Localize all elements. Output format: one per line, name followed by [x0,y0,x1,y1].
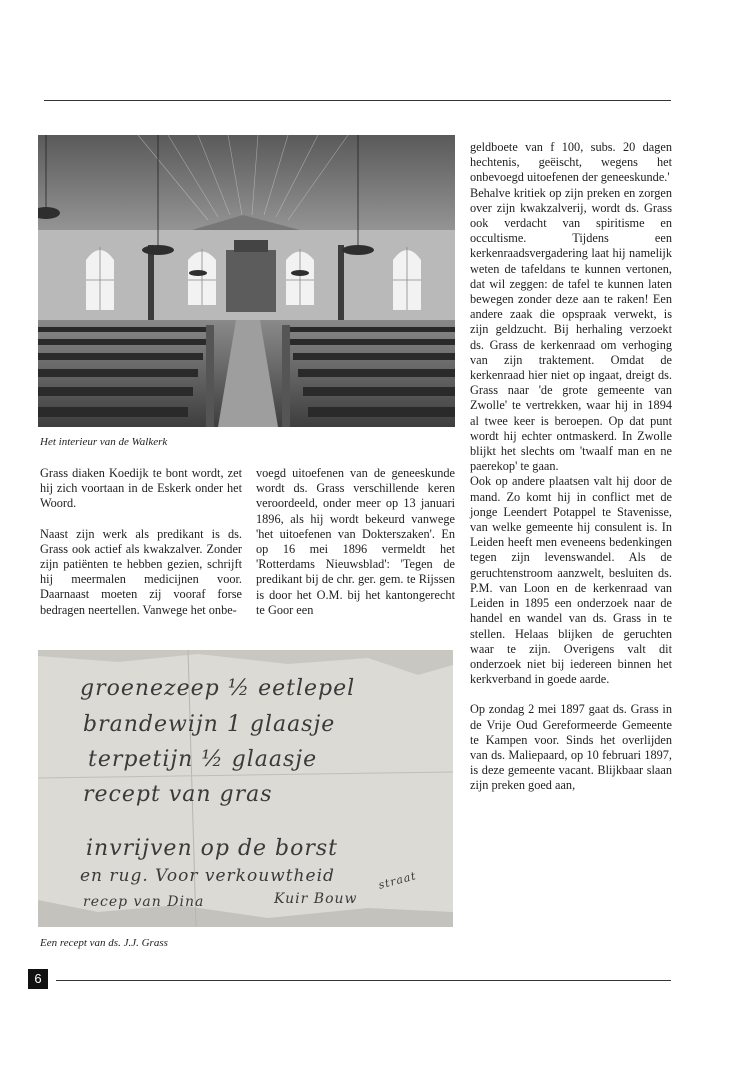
recipe-line: terpetijn ½ glaasje [88,747,318,772]
recipe-line: groenezeep ½ eetlepel [80,676,356,701]
paragraph: voegd uitoefenen van de geneeskunde wordt ds. Grass verschillende keren veroordeeld, onder meer op 13 januari 1896, als hij wordt bekeurd vanwege 'het uitoefenen van Dokterszaken'. En op 16 mei 1896 vermeldt het 'Rotterdams Nieuwsblad': 'Tegen de predikant bij de chr. ger. gem. te Rijssen is door het O.M. bij het kantongerecht te Goor een [256,466,455,617]
paragraph: Op zondag 2 mei 1897 gaat ds. Grass in de Vrije Oud Gereformeerde Gemeente te Kampen voor. Sinds het overlijden van ds. Maliepaard, op 10 februari 1897, is deze gemeente vacant. Blijkbaar slaan zijn preken goed aan, [470,702,672,793]
recipe-line: recep van Dina [83,894,205,910]
paragraph: Behalve kritiek op zijn preken en zorgen over zijn kwakzalverij, wordt ds. Grass ook verdacht van spiritisme en occultisme. Tijdens een kerkenraadsvergadering laat hij namelijk weten de tafeldans te kunnen vertonen, dat wil zeggen: de tafel te kunnen laten bewegen zonder deze aan te raken! Een andere zaak die opspraak verwekt, is zijn geldzucht. Bij herhaling verzoekt ds. Grass de kerkenraad om verhoging van zijn traktement. Omdat de kerkenraad hier niet op ingaat, dreigt ds. Grass naar 'de grote gemeente van Zwolle' te vertrekken, waar hij in 1894 al twee keer is beroepen. Op dat punt wordt hij echter ontmaskerd. In Zwolle blijkt het slechts om 'twaalf man en ne paerekop' te gaan. [470,185,672,474]
recipe-line: invrijven op de borst [86,836,339,861]
paragraph: geldboete van f 100, subs. 20 dagen hechtenis, geëischt, wegens het onbevoegd uitoefenen der geneeskunde.' [470,140,672,185]
text-column-middle [256,466,455,618]
handwritten-recipe-image [38,650,453,927]
recipe-line: brandewijn 1 glaasje [83,712,336,737]
recipe-line: Kuir Bouw [274,891,358,907]
bottom-rule [56,980,671,981]
text-column-right [470,140,672,794]
top-rule [44,100,671,101]
paragraph: Naast zijn werk als predikant is ds. Grass ook actief als kwakzalver. Zonder zijn patiënten te hebben gezien, schrijft hij meermalen medicijnen voor. Daarnaast moeten zij vooraf forse bedragen neertellen. Vanwege het onbe- [40,526,242,617]
recipe-caption: Een recept van ds. J.J. Grass [40,937,168,949]
church-interior-photo [38,135,455,427]
paragraph: Ook op andere plaatsen valt hij door de mand. Zo komt hij in conflict met de jonge Leendert Potappel te Stavenisse, van welke gemeente hij consulent is. In Leiden heeft men eveneens bedenkingen tegen zijn levenswandel. Als de geruchtenstroom aanzwelt, besluiten ds. P.M. van Loon en de kerkenraad van Leiden in 1895 een onderzoek naar de handel en wandel van ds. Grass in te stellen. Helaas blijken de geruchten waar te zijn. Overigens valt dit onderzoek niet bij iedereen binnen het kerkverband in goede aarde. [470,474,672,687]
recipe-line: en rug. Voor verkouwtheid [80,866,335,886]
recipe-line: straat [376,869,418,892]
photo-caption: Het interieur van de Walkerk [40,436,168,448]
recipe-line: recept van gras [83,782,273,807]
page-number: 6 [28,969,48,989]
text-column-left [40,466,242,618]
paragraph: Grass diaken Koedijk te bont wordt, zet hij zich voortaan in de Eskerk onder het Woord. [40,466,242,511]
